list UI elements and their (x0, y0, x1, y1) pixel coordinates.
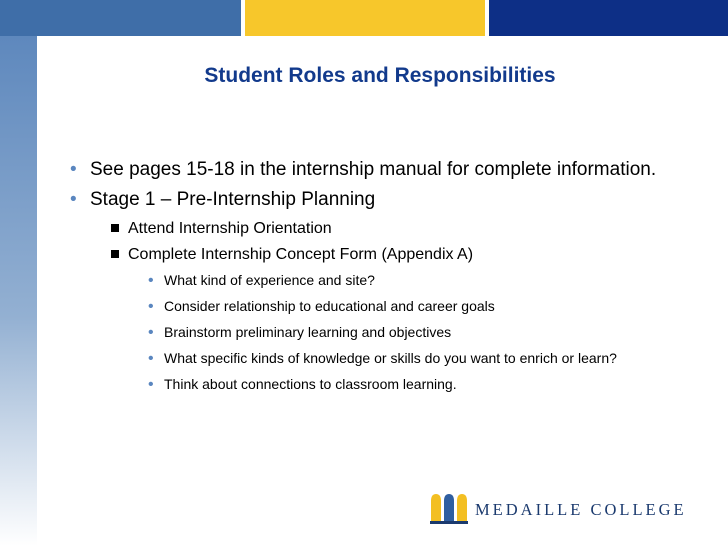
sub-bullet-text: Attend Internship Orientation (128, 220, 332, 237)
left-accent-strip (0, 36, 37, 546)
square-bullet-icon (111, 224, 119, 232)
header-band-gold (245, 0, 485, 36)
square-bullet-icon (111, 250, 119, 258)
bullet-icon: • (70, 189, 77, 210)
bullet-text: See pages 15-18 in the internship manual for complete information. (90, 159, 657, 180)
slide-title: Student Roles and Responsibilities (204, 64, 556, 87)
bullet-icon: • (148, 324, 154, 341)
medaille-college-logo (430, 492, 700, 526)
sub-sub-bullet-text: Think about connections to classroom learning. (164, 376, 457, 392)
sub-sub-bullet-text: What specific kinds of knowledge or skills do you want to enrich or learn? (164, 350, 617, 366)
sub-sub-bullet-text: Consider relationship to educational and career goals (164, 298, 495, 314)
sub-sub-bullet-item (70, 323, 710, 342)
bullet-item (70, 159, 710, 181)
sub-bullet-item (70, 245, 710, 264)
sub-sub-bullet-text: What kind of experience and site? (164, 272, 375, 288)
bullet-icon: • (70, 159, 77, 180)
bullet-text: Stage 1 – Pre-Internship Planning (90, 189, 376, 210)
sub-bullet-text: Complete Internship Concept Form (Appendix A) (128, 246, 474, 263)
sub-bullet-item (70, 219, 710, 238)
sub-sub-bullet-text: Brainstorm preliminary learning and objectives (164, 324, 452, 340)
bullet-icon: • (148, 298, 154, 315)
sub-sub-bullet-item (70, 375, 710, 394)
sub-sub-bullet-item (70, 349, 710, 368)
logo-wordmark: MEDAILLE COLLEGE (475, 500, 687, 519)
bullet-icon: • (148, 376, 154, 393)
sub-sub-bullet-item (70, 271, 710, 290)
sub-sub-bullet-item (70, 297, 710, 316)
header-band-blue (0, 0, 241, 36)
bullet-icon: • (148, 350, 154, 367)
medaille-college-logo-icon (430, 492, 468, 524)
slide-body (70, 159, 710, 401)
bullet-icon: • (148, 272, 154, 289)
bullet-item (70, 189, 710, 211)
header-band-navy (489, 0, 728, 36)
